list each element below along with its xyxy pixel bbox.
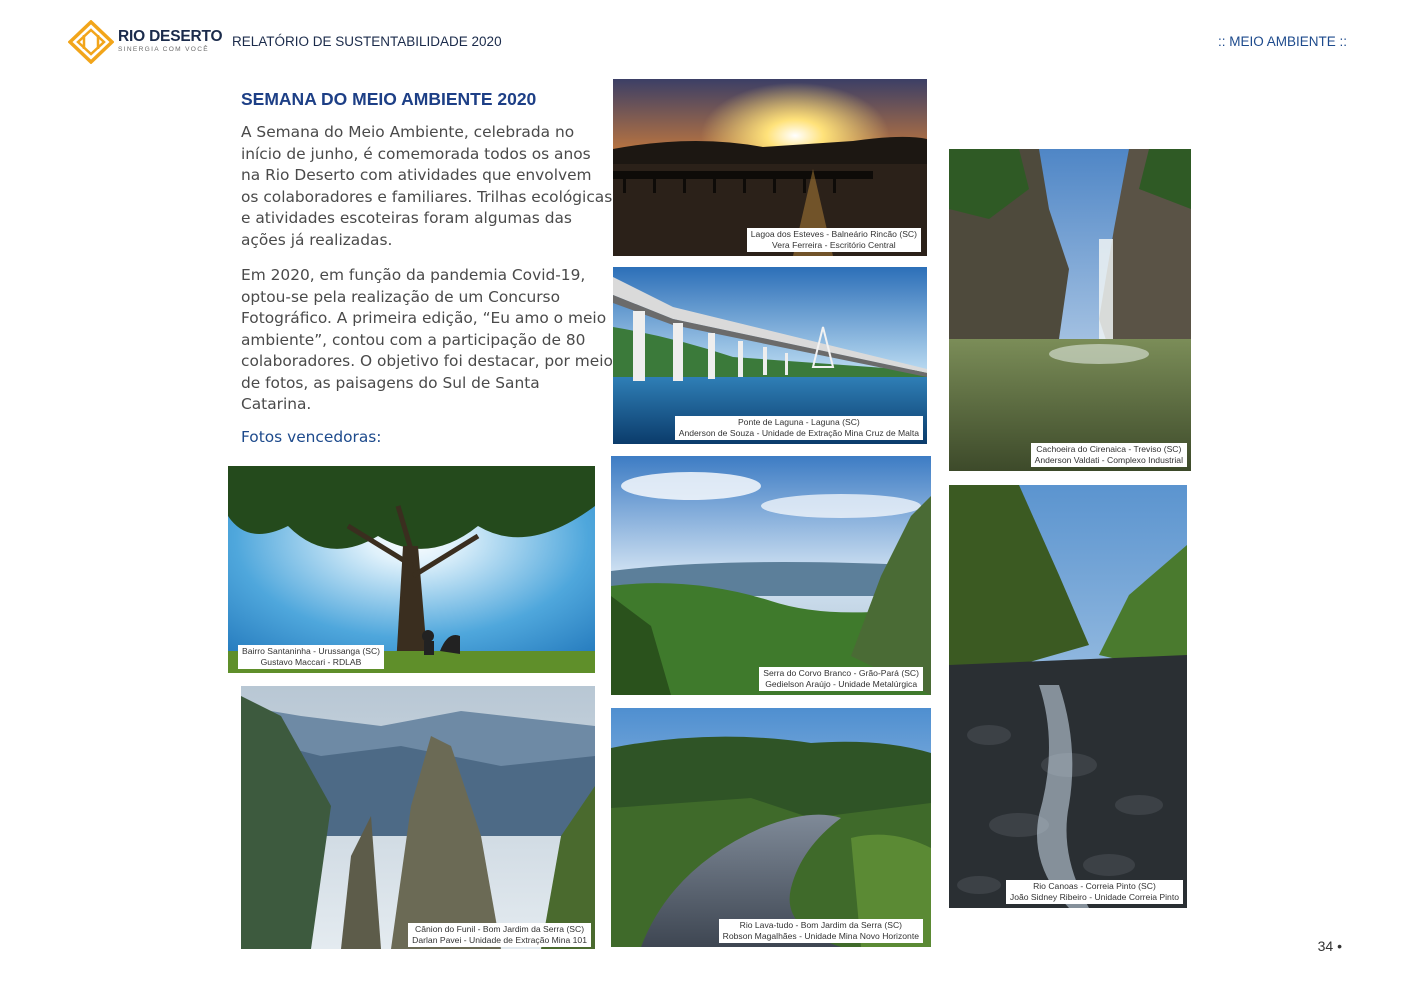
photo-caption (238, 645, 384, 669)
article-paragraph-2: Em 2020, em função da pandemia Covid-19, optou-se pela realização de um Concurso Fotográfico. A primeira edição, “Eu amo o meio ambiente”, contou com a participação de 80 colaboradores. O objetivo foi destacar, por meio de fotos, as paisagens do Sul de Santa Catarina. (241, 266, 613, 413)
photo-rio-canoas (949, 485, 1187, 908)
page-number: 34 • (1317, 938, 1342, 954)
caption-author: Robson Magalhães - Unidade Mina Novo Horizonte (722, 931, 919, 941)
brand-name: RIO DESERTO (118, 28, 223, 45)
photo-rio-lava-tudo (611, 708, 931, 947)
photo-caption (1006, 880, 1183, 904)
caption-author: Anderson de Souza - Unidade de Extração Mina Cruz de Malta (678, 428, 919, 438)
winners-label: Fotos vencedoras: (241, 428, 382, 446)
caption-location: Cânion do Funil - Bom Jardim da Serra (SC) (415, 924, 585, 934)
photo-serra-do-corvo-branco (611, 456, 931, 695)
photo-bairro-santaninha (228, 466, 595, 673)
section-label: :: MEIO AMBIENTE :: (1217, 34, 1347, 49)
caption-location: Ponte de Laguna - Laguna (SC) (737, 417, 860, 427)
photo-cachoeira-do-cirenaica (949, 149, 1191, 471)
photo-caption (1031, 443, 1187, 467)
caption-location: Rio Lava-tudo - Bom Jardim da Serra (SC) (739, 920, 903, 930)
photo-canion-do-funil (241, 686, 595, 949)
caption-author: Gedielson Araújo - Unidade Metalúrgica (765, 679, 918, 689)
caption-author: Darlan Pavei - Unidade de Extração Mina 101 (412, 935, 587, 945)
photo-caption (675, 416, 923, 440)
photo-caption (408, 923, 591, 947)
article-paragraph-1: A Semana do Meio Ambiente, celebrada no início de junho, é comemorada todos os anos na Rio Deserto com atividades que envolvem os colaboradores e familiares. Trilhas ecológicas e atividades escoteiras foram algumas das ações já realizadas. (241, 123, 613, 249)
photo-caption (759, 667, 923, 691)
caption-location: Bairro Santaninha - Urussanga (SC) (242, 646, 381, 656)
photo-caption (747, 228, 921, 252)
caption-author: Anderson Valdati - Complexo Industrial (1034, 455, 1183, 465)
caption-location: Serra do Corvo Branco - Grão-Pará (SC) (763, 668, 919, 678)
caption-location: Rio Canoas - Correia Pinto (SC) (1033, 881, 1156, 891)
brand-tagline: SINERGIA COM VOCÊ (118, 46, 209, 53)
rio-deserto-logo-icon (68, 20, 114, 64)
photo-caption (719, 919, 923, 943)
caption-author: Gustavo Maccari - RDLAB (260, 657, 362, 667)
caption-author: Vera Ferreira - Escritório Central (772, 240, 896, 250)
caption-author: João Sidney Ribeiro - Unidade Correia Pinto (1009, 892, 1179, 902)
caption-location: Cachoeira do Cirenaica - Treviso (SC) (1036, 444, 1182, 454)
photo-lagoa-dos-esteves (613, 79, 927, 256)
photo-ponte-de-laguna (613, 267, 927, 444)
report-title: RELATÓRIO DE SUSTENTABILIDADE 2020 (232, 34, 502, 49)
caption-location: Lagoa dos Esteves - Balneário Rincão (SC) (750, 229, 917, 239)
article-heading: SEMANA DO MEIO AMBIENTE 2020 (241, 89, 537, 109)
